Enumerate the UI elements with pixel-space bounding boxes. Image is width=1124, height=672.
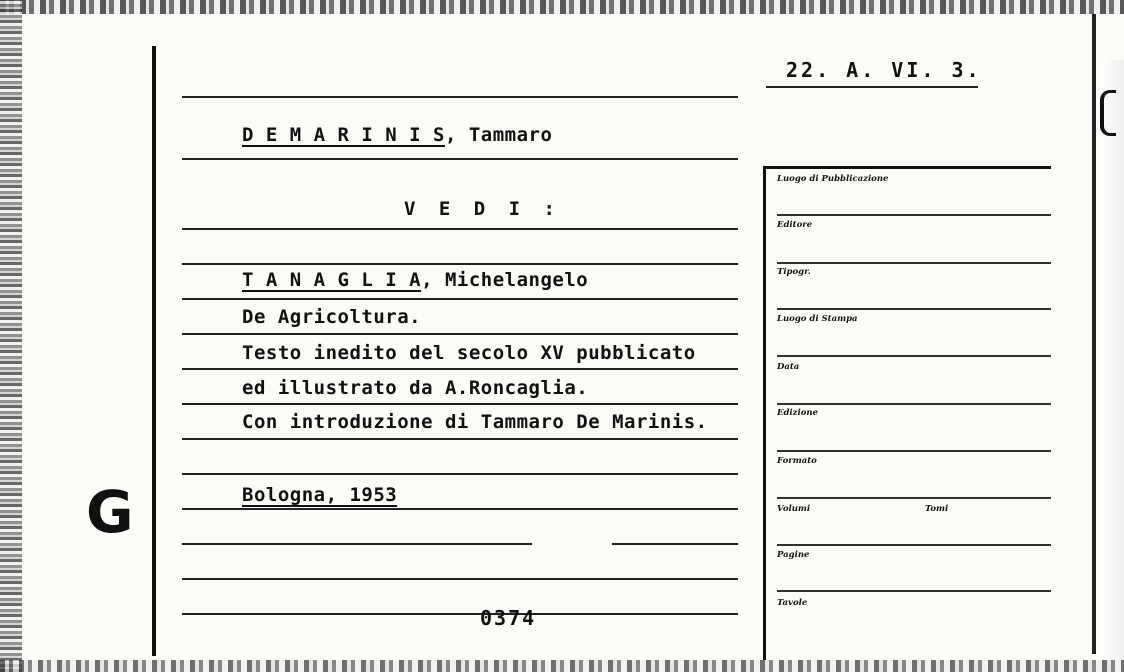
form-rule	[777, 497, 1051, 499]
rule	[182, 263, 738, 265]
rule	[182, 368, 738, 370]
rule	[182, 228, 738, 230]
entry-author	[242, 269, 588, 291]
scan-edge-left	[0, 0, 22, 672]
main-heading-given-name: , Tammaro	[444, 124, 553, 146]
entry-author-surname: T A N A G L I A	[242, 269, 422, 291]
form-label: Luogo di Pubblicazione	[777, 174, 889, 184]
main-heading	[242, 124, 552, 146]
form-rule	[777, 262, 1051, 264]
form-label: Luogo di Stampa	[777, 314, 858, 324]
rule	[182, 403, 738, 405]
shelfmark-rule	[766, 86, 978, 88]
rule	[182, 96, 738, 98]
rule	[612, 543, 738, 545]
form-label: Tavole	[777, 598, 808, 608]
rule	[182, 473, 738, 475]
rule	[182, 298, 738, 300]
entry-line: ed illustrato da A.Roncaglia.	[242, 377, 589, 399]
form-label: Edizione	[777, 408, 818, 418]
form-rule	[777, 403, 1051, 405]
form-label: Editore	[777, 220, 813, 230]
form-label: Formato	[777, 456, 817, 466]
form-rule	[777, 214, 1051, 216]
form-rule	[777, 544, 1051, 546]
entry-line: Testo inedito del secolo XV pubblicato	[242, 342, 696, 364]
entry-author-given-name: , Michelangelo	[421, 269, 589, 291]
card-right-border	[1092, 14, 1096, 654]
margin-line	[152, 46, 156, 656]
entry-place-date: Bologna, 1953	[242, 484, 398, 506]
rule	[182, 158, 738, 160]
rule	[182, 508, 738, 510]
form-top-border	[763, 166, 1051, 169]
shelfmark: 22. A. VI. 3.	[786, 58, 982, 82]
form-label: Tomi	[925, 504, 949, 514]
rule	[182, 578, 738, 580]
entry-title: De Agricoltura.	[242, 306, 422, 328]
form-label: Pagine	[777, 550, 810, 560]
rule	[182, 438, 738, 440]
form-label: Volumi	[777, 504, 811, 514]
main-heading-surname: D E M A R I N I S	[242, 124, 445, 146]
form-left-border	[763, 166, 766, 660]
form-label: Tipogr.	[777, 267, 811, 277]
form-rule	[777, 450, 1051, 452]
form-rule	[777, 355, 1051, 357]
rule	[182, 333, 738, 335]
form-rule	[777, 590, 1051, 592]
scan-edge-top	[0, 0, 1124, 14]
card-number: 0374	[480, 606, 537, 630]
form-rule	[777, 308, 1051, 310]
rule	[182, 543, 532, 545]
entry-line: Con introduzione di Tammaro De Marinis.	[242, 411, 708, 433]
see-label: V E D I :	[404, 198, 561, 220]
scan-edge-right	[1100, 60, 1124, 660]
collection-letter: G	[86, 478, 134, 546]
publication-form	[763, 166, 1051, 662]
rule	[182, 613, 738, 615]
form-label: Data	[777, 362, 800, 372]
